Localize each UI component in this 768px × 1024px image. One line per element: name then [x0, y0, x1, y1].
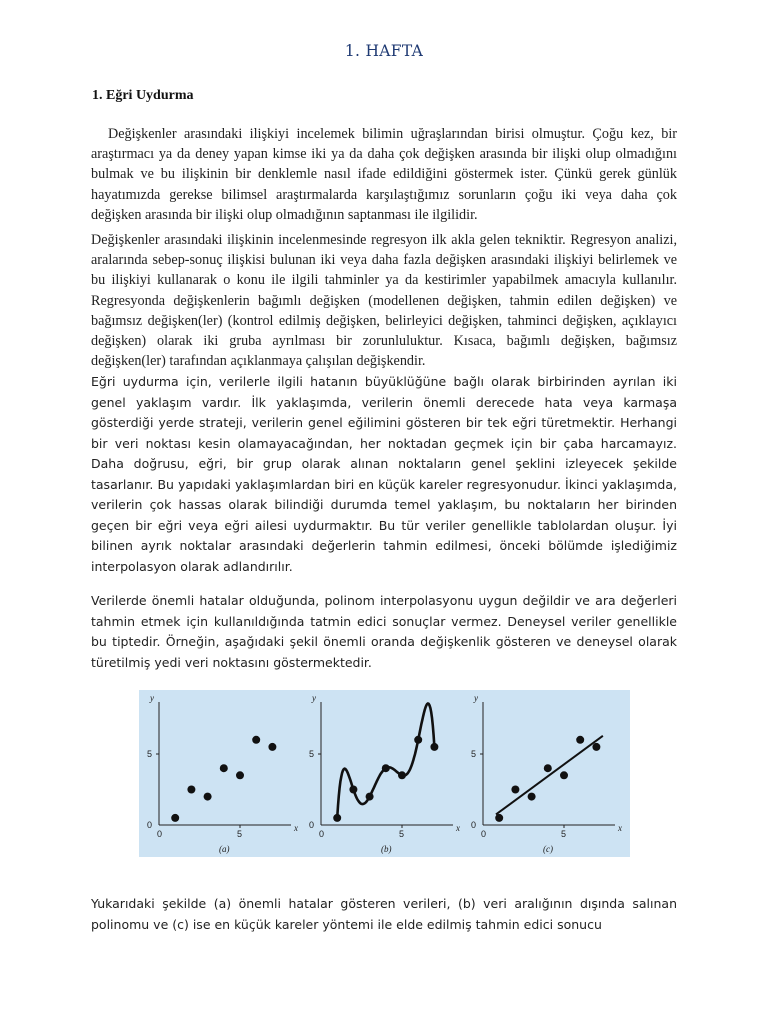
x-axis-label: x	[294, 823, 298, 833]
x-tick-label-5: 5	[561, 829, 567, 839]
y-axis-label: y	[474, 693, 478, 703]
data-point	[528, 793, 536, 801]
data-point	[349, 786, 357, 794]
data-point	[187, 786, 195, 794]
data-point	[511, 786, 519, 794]
section-heading: 1. Eğri Uydurma	[92, 88, 194, 103]
panel-b	[309, 693, 460, 854]
paragraph-3: Eğri uydurma için, verilerle ilgili hatanın büyüklüğüne bağlı olarak birbirinden ayrılan iki genel yaklaşım vardır. İlk yaklaşımda, verilerin önemli derecede hata veya karmaşa gösterdiği yerde strateji, verilerin genel eğilimini gösteren bir tek eğri türetmektir. Herhangi bir veri noktası kesin olamayacağından, her noktadan geçmek için bir çaba harcamayız. Daha doğrusu, eğri, bir grup olarak alınan noktaların genel şeklini izleyecek şekilde tasarlanır. Bu yapıdaki yaklaşımlardan biri en küçük kareler regresyonudur. İkinci yaklaşımda, verilerin çok hassas olarak bilindiği durumda temel yaklaşım, bu noktaların her birinden geçen bir eğri veya eğri ailesi uydurmaktır. Bu tür veriler genellikle tablolardan oluşur. İyi bilinen ayrık noktalar arasındaki değerlerin tahmin edilmesi, önceki bölümde işlediğimiz interpolasyon olarak adlandırılır.	[91, 374, 677, 574]
data-point	[592, 743, 600, 751]
y-tick-label-5: 5	[309, 749, 315, 759]
panel-a	[147, 693, 298, 854]
panel-c	[471, 693, 622, 854]
y-tick-label-5: 5	[147, 749, 153, 759]
data-point	[171, 814, 179, 822]
data-point	[204, 793, 212, 801]
x-tick-label-0: 0	[157, 829, 163, 839]
panel-label: (b)	[381, 844, 392, 854]
data-point	[382, 764, 390, 772]
y-tick-label-0: 0	[147, 820, 153, 830]
paragraph-2: Değişkenler arasındaki ilişkinin incelenmesinde regresyon ilk akla gelen tekniktir. Regresyon analizi, aralarında sebep-sonuç ilişkisi bulunan iki veya daha fazla değişken arasındaki ilişkiyi belirlemek ve bu ilişkiyi kullanarak o konu ile ilgili tahminler ya da kestirimler yapabilmek amacıyla kullanılır. Regresyonda değişkenlerin bağımlı değişken (modellenen değişken, tahmin edilen değişken) ve bağımsız değişken(ler) (kontrol edilmiş değişken, belirleyici değişken, tahminci değişken, açıklayıcı değişken) olarak iki gruba ayrılması bir zorunluluktur. Kısaca, bağımlı değişken, bağımsız değişken(ler) tarafından açıklanmaya çalışılan değişkendir.	[91, 232, 677, 370]
data-point	[430, 743, 438, 751]
y-tick-label-0: 0	[309, 820, 315, 830]
x-tick-label-5: 5	[399, 829, 405, 839]
y-tick-label-5: 5	[471, 749, 477, 759]
y-axis-label: y	[312, 693, 316, 703]
data-point	[414, 736, 422, 744]
data-point	[366, 793, 374, 801]
page-title: 1. HAFTA	[344, 42, 424, 60]
y-axis-label: y	[150, 693, 154, 703]
paragraph-1: Değişkenler arasındaki ilişkiyi incelemek bilimin uğraşlarından birisi olmuştur. Çoğu kez, bir araştırmacı ya da deney yapan kimse iki ya da daha çok değişken arasında bir ilişki olup olmadığını bulmak ve bu ilişkinin bir denklemle nasıl ifade edildiğini göstermek ister. Çünkü gerek günlük hayatımızda gerekse bilimsel araştırmalarda karşılaştığımız sorunların çoğu iki veya daha çok değişken arasında bir ilişki olup olmadığının saptanması ile ilgilidir.	[91, 126, 677, 223]
data-point	[236, 771, 244, 779]
data-point	[560, 771, 568, 779]
x-tick-label-5: 5	[237, 829, 243, 839]
interpolating-curve	[337, 704, 434, 818]
x-axis-label: x	[618, 823, 622, 833]
paragraph-5: Yukarıdaki şekilde (a) önemli hatalar gösteren verileri, (b) veri aralığının dışında salınan polinomu ve (c) ise en küçük kareler yöntemi ile elde edilmiş tahmin edici sonucu	[91, 896, 677, 932]
data-point	[398, 771, 406, 779]
figure-svg	[139, 690, 630, 857]
x-axis-label: x	[456, 823, 460, 833]
data-point	[268, 743, 276, 751]
data-point	[252, 736, 260, 744]
data-point	[333, 814, 341, 822]
data-point	[495, 814, 503, 822]
panel-label: (c)	[543, 844, 553, 854]
panel-label: (a)	[219, 844, 230, 854]
x-tick-label-0: 0	[481, 829, 487, 839]
data-point	[220, 764, 228, 772]
data-point	[544, 764, 552, 772]
x-tick-label-0: 0	[319, 829, 325, 839]
y-tick-label-0: 0	[471, 820, 477, 830]
regression-line	[496, 736, 603, 815]
paragraph-4: Verilerde önemli hatalar olduğunda, polinom interpolasyonu uygun değildir ve ara değerleri tahmin etmek için kullanıldığında tatmin edici sonuçlar vermez. Deneysel veriler genellikle bu tiptedir. Örneğin, aşağıdaki şekil önemli oranda değişkenlik gösteren ve deneysel olarak türetilmiş yedi veri noktasını göstermektedir.	[91, 593, 677, 670]
data-point	[576, 736, 584, 744]
curve-fitting-figure	[139, 690, 630, 857]
